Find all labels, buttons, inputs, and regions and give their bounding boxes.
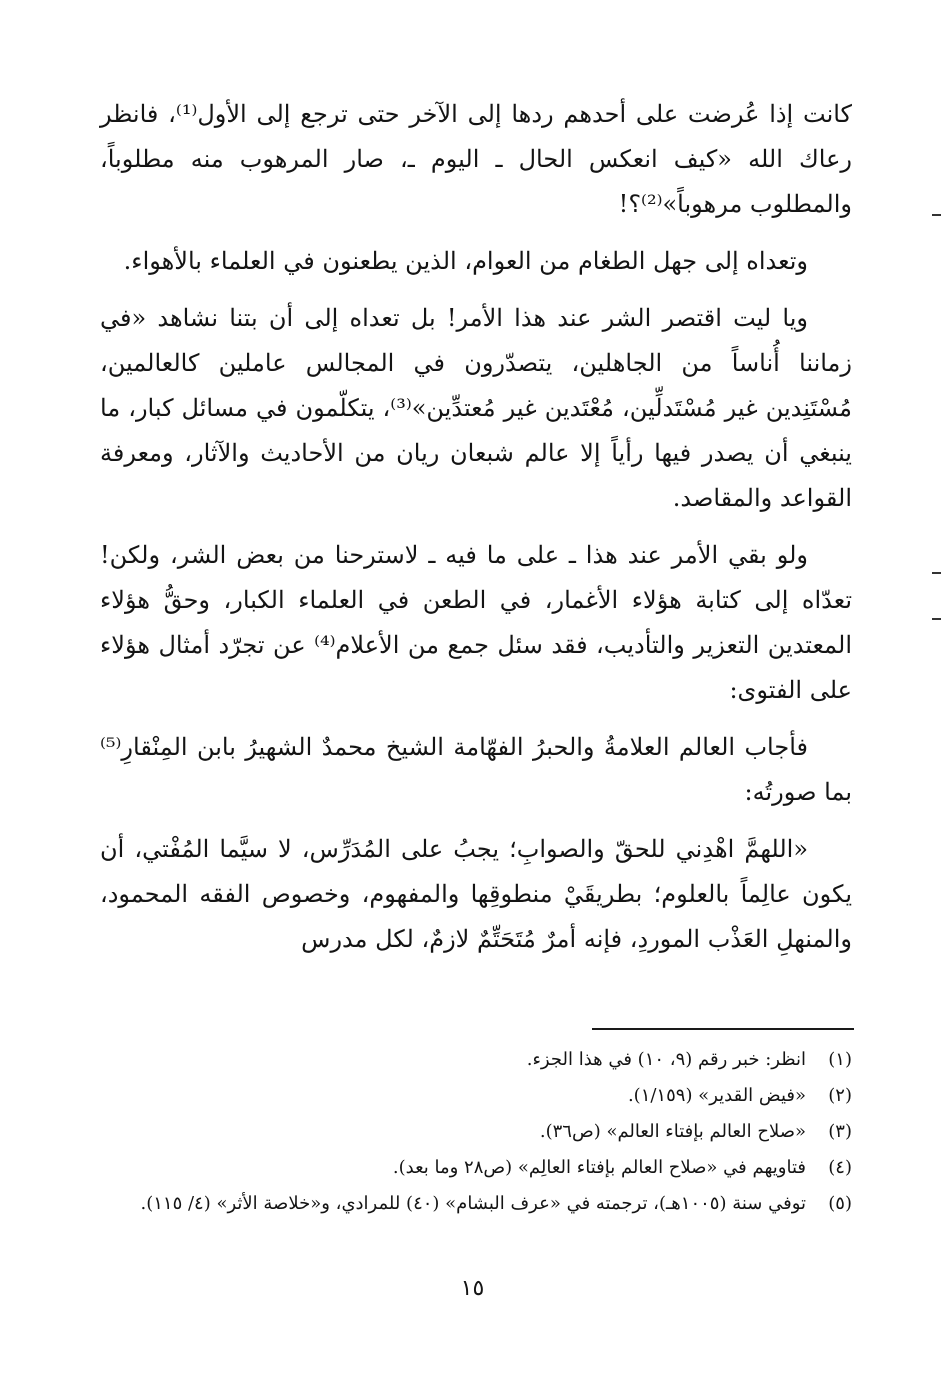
main-text [100, 92, 852, 974]
footnote-number: (٢) [828, 1085, 852, 1106]
footnote-separator [592, 1028, 854, 1030]
footnote-number: (١) [828, 1049, 852, 1070]
footnotes [108, 1042, 852, 1222]
footnote-number: (٣) [828, 1121, 852, 1142]
footnote-text: فتاويهم في «صلاح العالم بإفتاء العالِم» (ص٢٨ وما بعد). [392, 1157, 806, 1178]
paragraph-4: ولو بقي الأمر عند هذا ـ على ما فيه ـ لاسترحنا من بعض الشر، ولكن! تعدّاه إلى كتابة هؤلاء الأغمار، في الطعن في العلماء الكبار، وحقُّ هؤلاء المعتدين التعزير والتأديب، فقد سئل جمع من الأعلام⁽⁴⁾ عن تجرّد أمثال هؤلاء على الفتوى: [100, 541, 852, 704]
paragraph-6: «اللهمَّ اهْدِني للحقّ والصوابِ؛ يجبُ على المُدَرِّس، لا سيَّما المُفْتي، أن يكون عالِماً بالعلوم؛ بطريقَيْ منطوقِها والمفهوم، وخصوص الفقه المحمود، والمنهلِ العَذْب الموردِ، فإنه أمرٌ مُتَحَتِّمٌ لازمٌ، لكل مدرس [100, 835, 852, 953]
footnote-text: «صلاح العالم بإفتاء العالم» (ص٣٦). [539, 1121, 806, 1142]
margin-mark [932, 572, 941, 574]
footnote-5 [108, 1186, 852, 1222]
paragraph-1: كانت إذا عُرضت على أحدهم ردها إلى الآخر حتى ترجع إلى الأول⁽¹⁾، فانظر رعاك الله «كيف انعكس الحال ـ اليوم ـ، صار المرهوب منه مطلوباً، والمطلوب مرهوباً»⁽²⁾؟! [100, 100, 852, 218]
footnote-number: (٥) [828, 1193, 852, 1214]
footnote-2 [108, 1078, 852, 1114]
footnote-number: (٤) [828, 1157, 852, 1178]
margin-mark [932, 618, 941, 620]
footnote-text: توفي سنة (١٠٠٥هـ)، ترجمته في «عرف البشام» (٤٠) للمرادي، و«خلاصة الأثر» (٤/ ١١٥). [140, 1193, 806, 1214]
paragraph-3: ويا ليت اقتصر الشر عند هذا الأمر! بل تعداه إلى أن بتنا نشاهد «في زماننا أُناساً من الجاهلين، يتصدّرون في المجالس عاملين كالعالمين، مُسْتَنِدين غير مُسْتَدلِّين، مُعْتَدين غير مُعتدِّين»⁽³⁾، يتكلّمون في مسائل كبار، ما ينبغي أن يصدر فيها رأياً إلا عالم شبعان ريان من الأحاديث والآثار، ومعرفة القواعد والمقاصد. [100, 304, 852, 512]
footnote-1 [108, 1042, 852, 1078]
paragraph-2: وتعداه إلى جهل الطغام من العوام، الذين يطعنون في العلماء بالأهواء. [123, 247, 808, 275]
footnote-text: «فيض القدير» (١/١٥٩). [627, 1085, 806, 1106]
paragraph-5: فأجاب العالم العلامةُ والحبرُ الفهّامة الشيخ محمدٌ الشهيرُ بابن المِنْقارِ⁽⁵⁾ بما صورتُه: [100, 733, 852, 806]
footnote-4 [108, 1150, 852, 1186]
footnote-text: انظر: خبر رقم (٩، ١٠) في هذا الجزء. [526, 1049, 806, 1070]
footnote-3 [108, 1114, 852, 1150]
margin-mark [932, 214, 941, 216]
page-number: ١٥ [460, 1276, 485, 1301]
